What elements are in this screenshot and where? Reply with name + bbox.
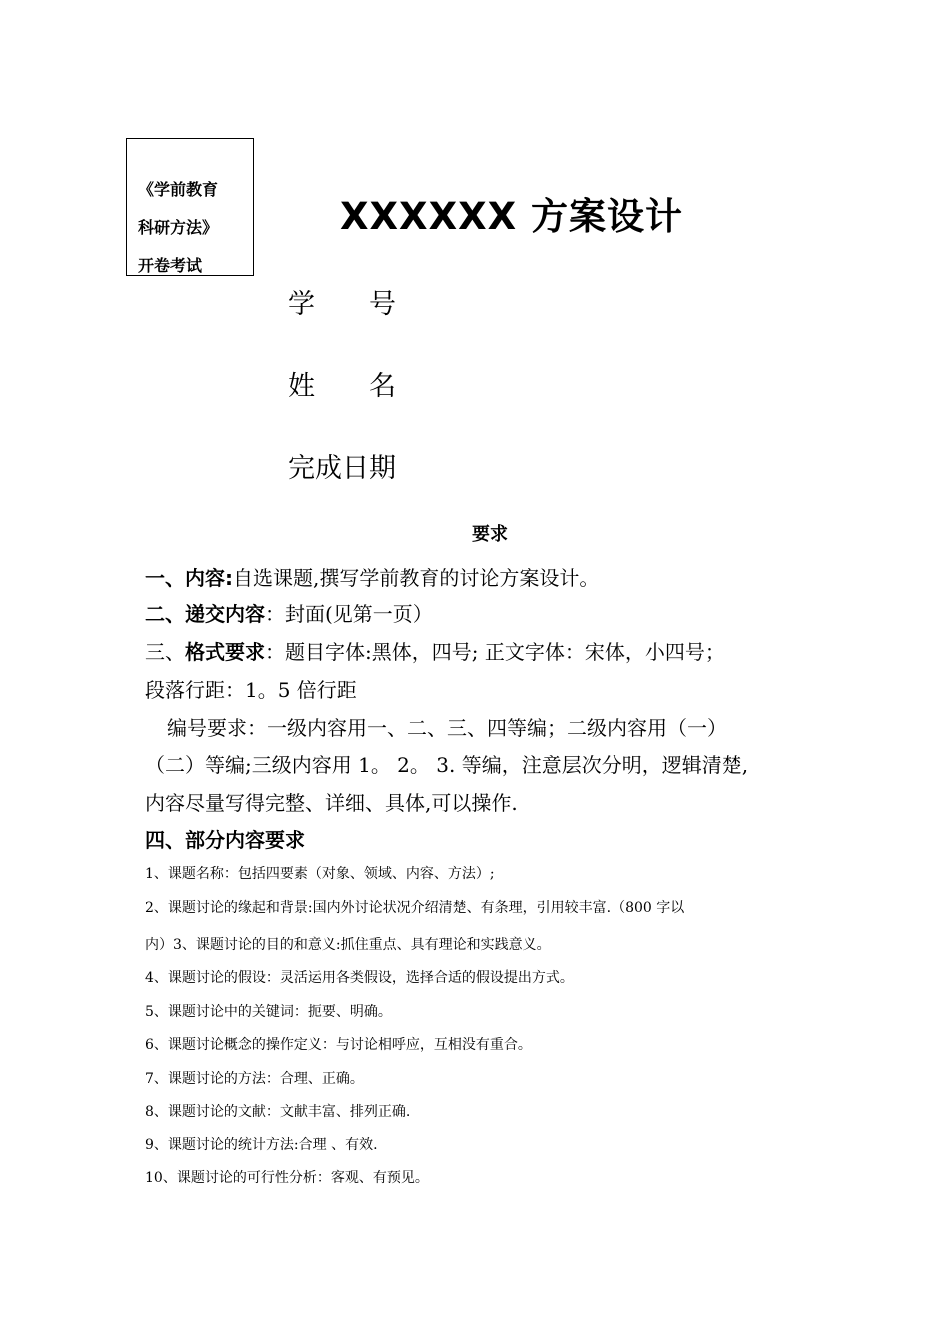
field-name: 姓 名 <box>288 371 396 402</box>
list-item: 9、课题讨论的统计方法:合理 、有效. <box>145 1137 378 1153</box>
item-3-text: ：题目字体:黑体，四号; 正文字体：宋体，小四号； <box>265 640 725 664</box>
list-item: 内）3、课题讨论的目的和意义:抓住重点、具有理论和实践意义。 <box>145 937 551 953</box>
numbering-line-1: 编号要求：一级内容用一、二、三、四等编；二级内容用（一） <box>167 716 727 740</box>
box-line-course: 《学前教育 <box>138 180 219 199</box>
list-item: 1、课题名称：包括四要素（对象、领域、内容、方法）; <box>145 866 495 882</box>
requirement-item-1 <box>145 562 599 591</box>
field-student-id: 学 号 <box>288 289 396 320</box>
box-line-exam-type: 开卷考试 <box>138 256 203 275</box>
list-item: 7、课题讨论的方法：合理、正确。 <box>145 1071 364 1087</box>
document-title: XXXXXX 方案设计 <box>340 195 684 238</box>
field-completion-date: 完成日期 <box>288 453 396 484</box>
numbering-line-3: 内容尽量写得完整、详细、具体,可以操作. <box>145 791 518 815</box>
item-3-label: 格式要求 <box>185 640 265 664</box>
item-2-label: 二、递交内容 <box>145 602 265 626</box>
requirements-heading: 要求 <box>472 524 508 545</box>
list-item: 6、课题讨论概念的操作定义：与讨论相呼应，互相没有重合。 <box>145 1037 532 1053</box>
item-1-text: 自选课题,撰写学前教育的讨论方案设计。 <box>233 566 600 590</box>
requirement-item-4: 四、部分内容要求 <box>145 828 305 852</box>
list-item: 2、课题讨论的缘起和背景:国内外讨论状况介绍清楚、有条理，引用较丰富.（800 字以 <box>145 900 685 916</box>
numbering-line-2: （二）等编;三级内容用 1。 2。 3. 等编，注意层次分明，逻辑清楚, <box>145 753 749 777</box>
requirement-item-3 <box>145 636 725 665</box>
list-item: 10、课题讨论的可行性分析：客观、有预见。 <box>145 1170 429 1186</box>
requirement-item-2 <box>145 598 433 627</box>
item-2-text: ：封面(见第一页） <box>265 602 433 626</box>
list-item: 5、课题讨论中的关键词：扼要、明确。 <box>145 1004 392 1020</box>
item-3-prefix: 三、 <box>145 640 185 664</box>
list-item: 4、课题讨论的假设：灵活运用各类假设，选择合适的假设提出方式。 <box>145 970 574 986</box>
item-1-label: 一、内容: <box>145 566 233 590</box>
exam-info-box <box>126 138 254 276</box>
requirement-item-3-line-2: 段落行距：1。5 倍行距 <box>145 678 357 702</box>
list-item: 8、课题讨论的文献：文献丰富、排列正确. <box>145 1104 411 1120</box>
box-line-method: 科研方法》 <box>138 218 219 237</box>
